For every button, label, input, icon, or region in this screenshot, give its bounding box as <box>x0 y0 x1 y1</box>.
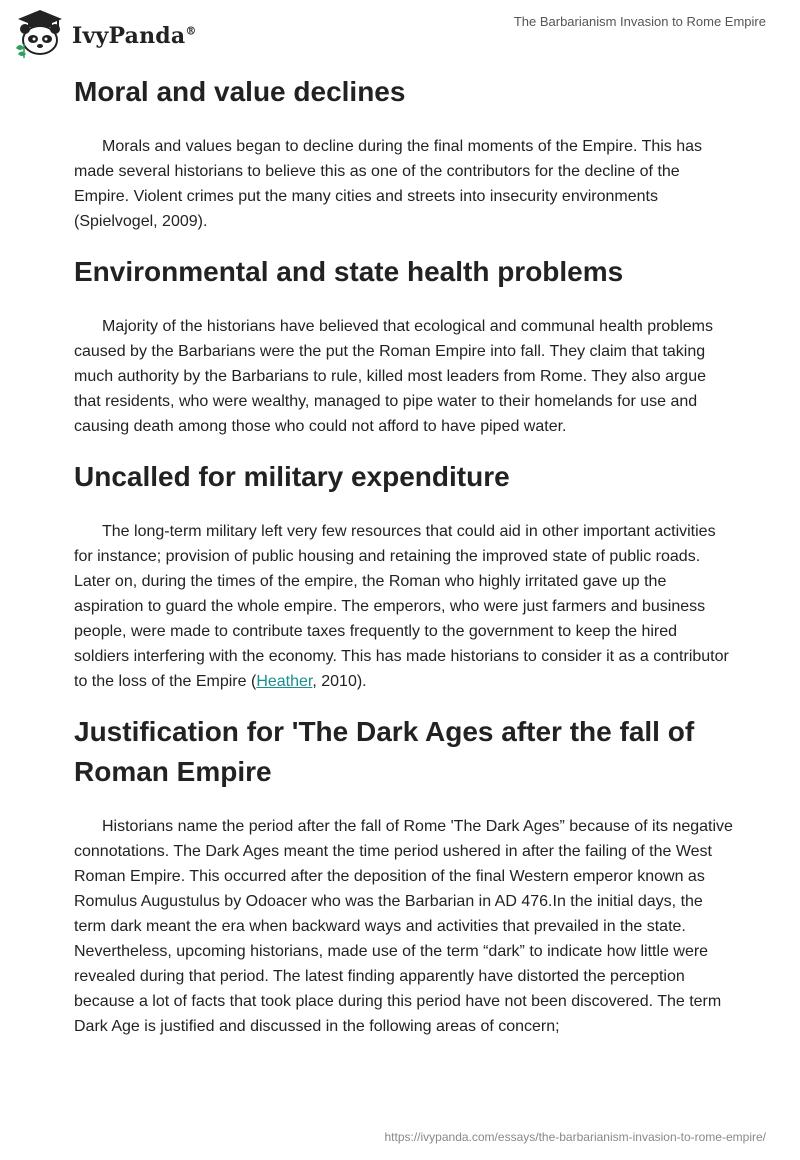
paragraph-text-before-citation: The long-term military left very few resources that could aid in other important activities for instance; provision of public housing and retaining the improved state of public roads. Later on, during the times of the empire, the Roman who highly irritated gave up the aspiration to guard the whole empire. The emperors, who were just farmers and business people, were made to contribute taxes frequently to the government to keep the hired soldiers interfering with the economy. This has made historians to consider it as a contributor to the loss of the Empire ( <box>74 523 729 690</box>
registered-mark: ® <box>185 24 197 38</box>
section-heading-military: Uncalled for military expenditure <box>74 461 510 492</box>
logo-text: IvyPanda® <box>72 22 197 49</box>
paragraph-text-after-citation: , 2010). <box>312 673 367 690</box>
section-heading-dark-ages: Justification for 'The Dark Ages after the fall of Roman Empire <box>74 716 695 787</box>
page-header <box>0 0 800 70</box>
source-url: https://ivypanda.com/essays/the-barbarianism-invasion-to-rome-empire/ <box>384 1130 766 1144</box>
citation-link-heather[interactable]: Heather <box>256 673 313 690</box>
section-paragraph-environmental: Majority of the historians have believed that ecological and communal health problems caused by the Barbarians were the put the Roman Empire into fall. They claim that taking much authority by the Barbarians to rule, killed most leaders from Rome. They also argue that residents, who were wealthy, managed to pipe water to their homelands for use and causing death among those who could not afford to have piped water. <box>74 318 714 435</box>
section-paragraph-military <box>74 519 734 694</box>
section-heading-environmental: Environmental and state health problems <box>74 256 624 287</box>
essay-content <box>74 72 734 1057</box>
section-paragraph-dark-ages: Historians name the period after the fall of Rome 'The Dark Ages” because of its negative connotations. The Dark Ages meant the time period ushered in after the failing of the West Roman Empire. This occurred after the deposition of the final Western emperor known as Romulus Augustulus by Odoacer who was the Barbarian in AD 476.In the initial days, the term dark meant the era when backward ways and activities that prevailed in the state. Nevertheless, upcoming historians, made use of the term “dark” to indicate how little were revealed during that period. The latest finding apparently have distorted the perception because a lot of facts that took place during this period have not been discovered. The term Dark Age is justified and discussed in the following areas of concern; <box>74 818 733 1035</box>
document-title: The Barbarianism Invasion to Rome Empire <box>513 14 766 29</box>
section-paragraph-moral: Morals and values began to decline during the final moments of the Empire. This has made several historians to believe this as one of the contributors for the decline of the Empire. Violent crimes put the many cities and streets into insecurity environments (Spielvogel, 2009). <box>74 138 703 230</box>
section-heading-moral: Moral and value declines <box>74 76 406 107</box>
logo[interactable] <box>14 8 197 63</box>
panda-logo-icon <box>14 8 66 63</box>
